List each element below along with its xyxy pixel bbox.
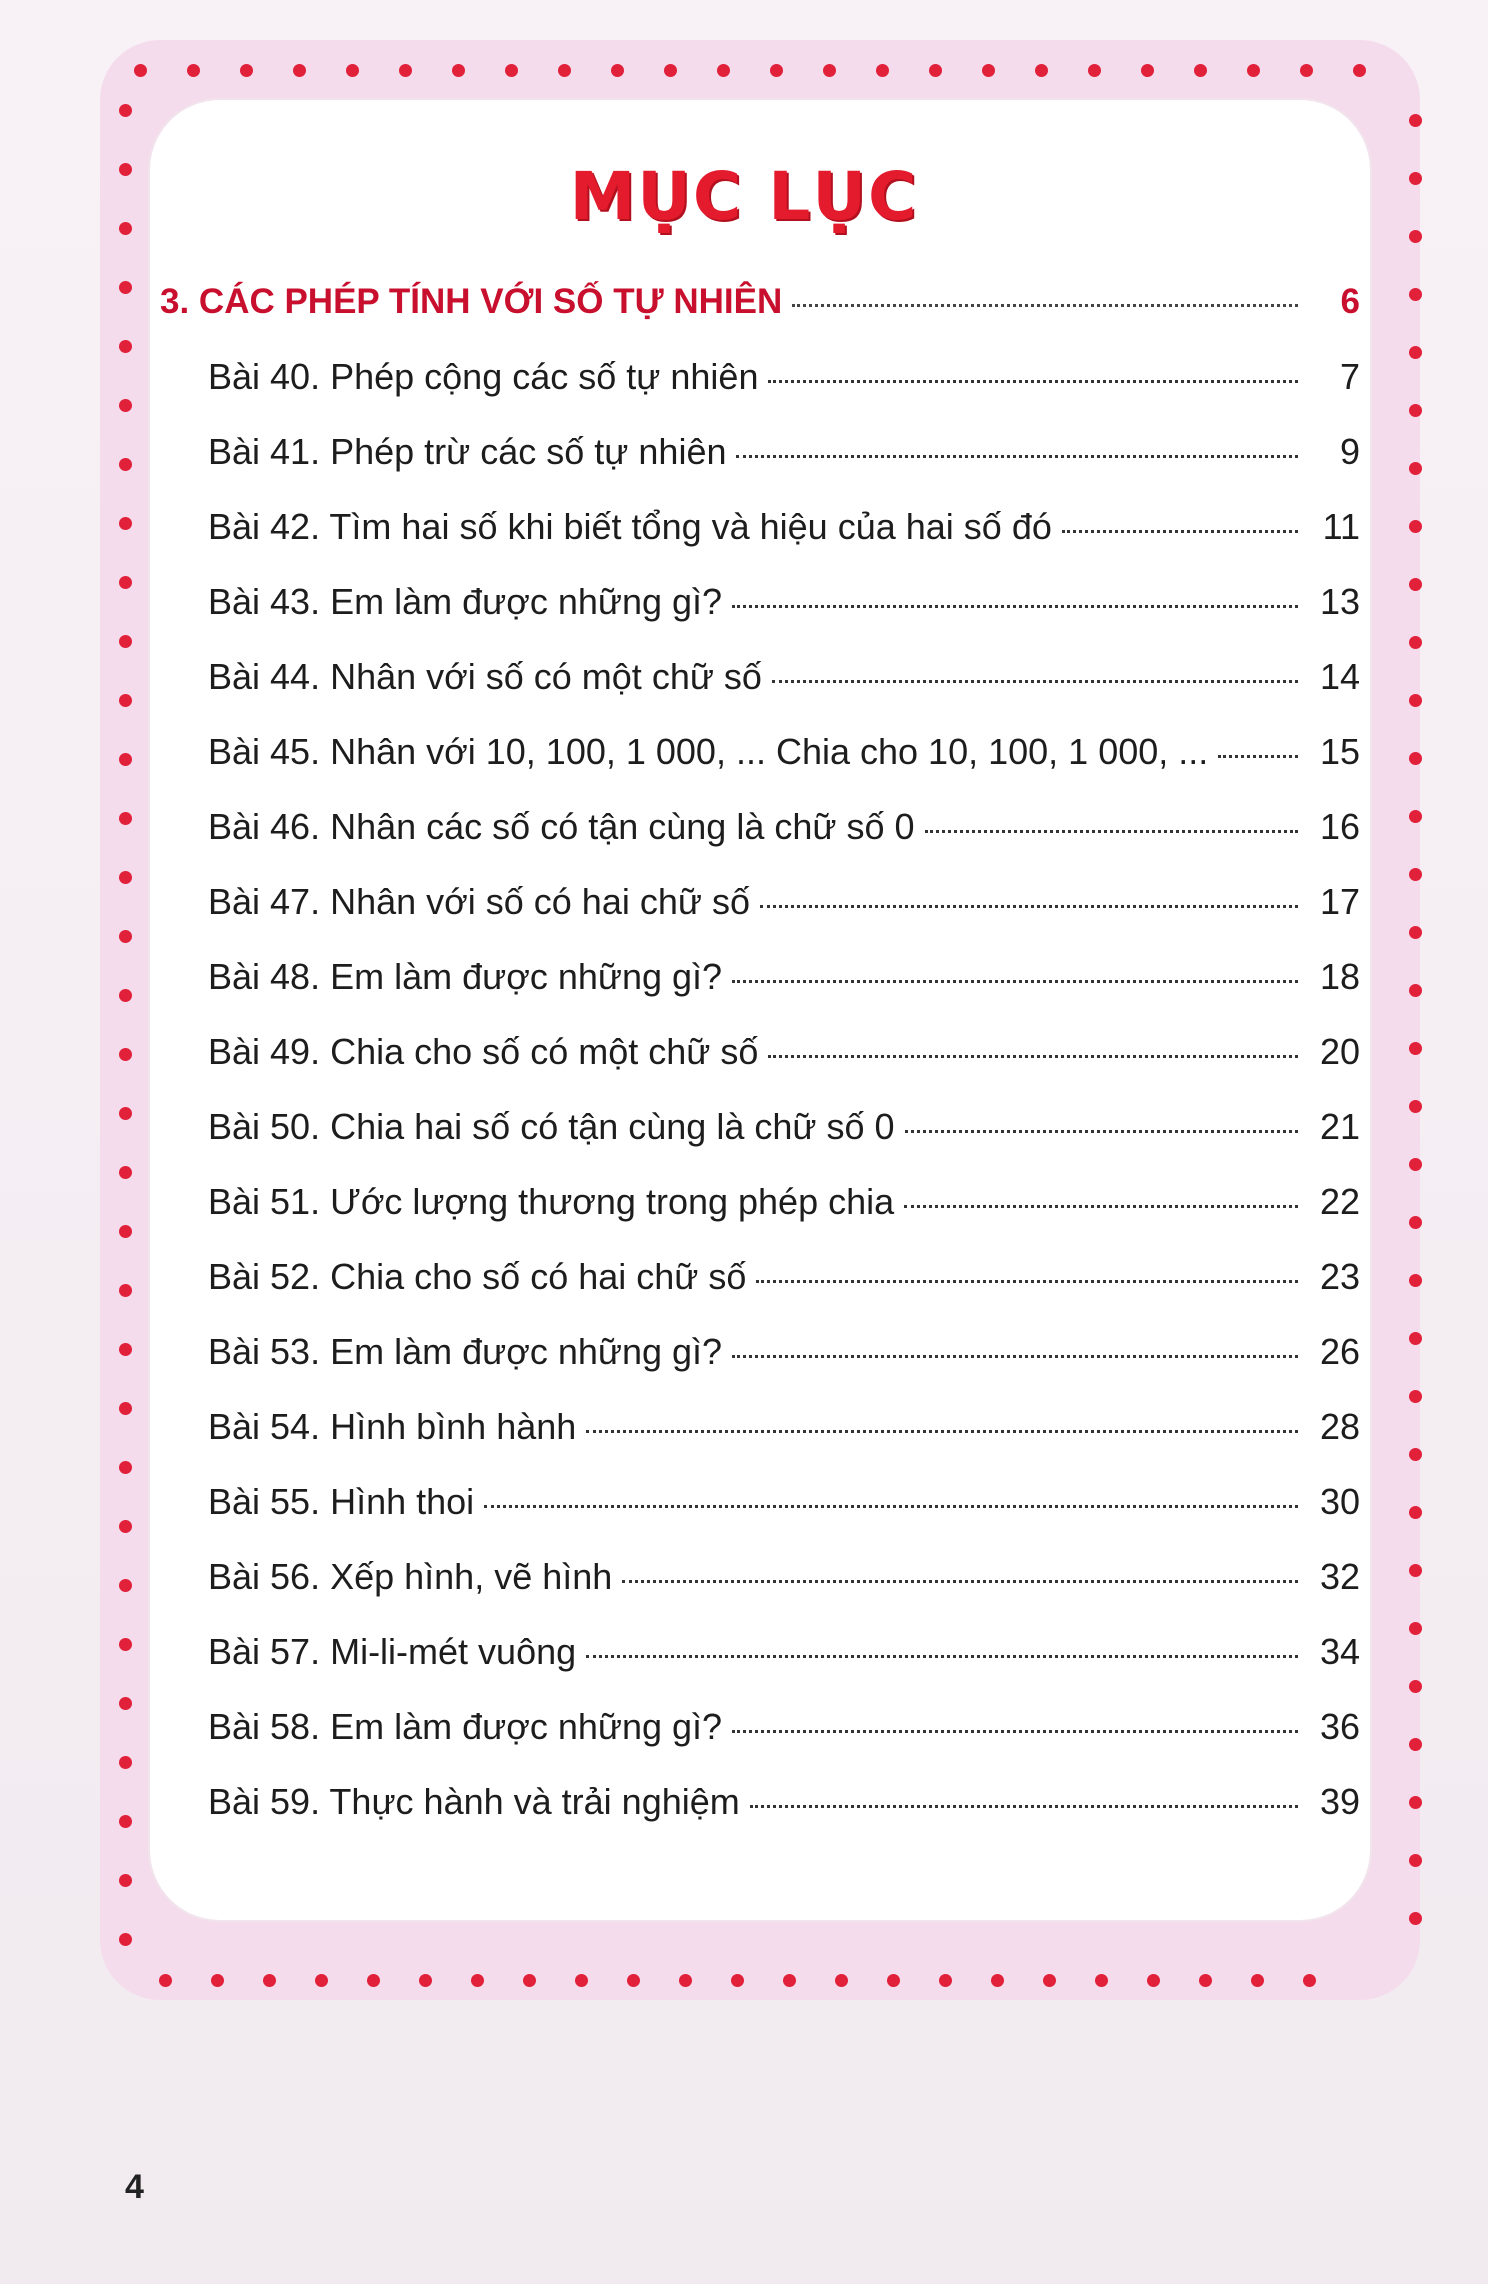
- border-dot: [119, 517, 132, 530]
- toc-row-label: Bài 46. Nhân các số có tận cùng là chữ số 0: [208, 806, 915, 847]
- dot-leader: [1062, 530, 1298, 533]
- toc-row-label: Bài 53. Em làm được những gì?: [208, 1331, 723, 1372]
- toc-row-label: Bài 54. Hình bình hành: [208, 1406, 577, 1447]
- border-dot: [119, 694, 132, 707]
- toc-section-label: 3. CÁC PHÉP TÍNH VỚI SỐ TỰ NHIÊN: [160, 282, 783, 321]
- border-dot: [452, 64, 465, 77]
- border-dot: [1409, 1216, 1422, 1229]
- border-dot: [1088, 64, 1101, 77]
- border-dot: [1409, 1680, 1422, 1693]
- toc-row-page: 7: [1339, 356, 1360, 397]
- border-dot: [119, 1402, 132, 1415]
- border-dot: [1409, 636, 1422, 649]
- border-dot: [1409, 1332, 1422, 1345]
- border-dot: [982, 64, 995, 77]
- toc-row-page: 15: [1319, 731, 1360, 772]
- toc-row-page: 18: [1319, 956, 1360, 997]
- border-dot: [119, 812, 132, 825]
- border-dot: [1251, 1974, 1264, 1987]
- toc-row: [160, 1555, 1360, 1599]
- border-dot: [315, 1974, 328, 1987]
- dot-leader: [732, 605, 1298, 608]
- dot-leader: [484, 1505, 1298, 1508]
- border-dot: [187, 64, 200, 77]
- dot-leader: [586, 1430, 1298, 1433]
- toc-row: [160, 355, 1360, 399]
- toc-row: [160, 505, 1360, 549]
- toc-row-label: Bài 48. Em làm được những gì?: [208, 956, 723, 997]
- border-dot: [1409, 1042, 1422, 1055]
- toc-row: [160, 1105, 1360, 1149]
- toc-row-page: 28: [1319, 1406, 1360, 1447]
- toc-row-page: 14: [1319, 656, 1360, 697]
- border-dot: [731, 1974, 744, 1987]
- border-dot: [1095, 1974, 1108, 1987]
- toc-row: [160, 1705, 1360, 1749]
- toc-row-label: Bài 40. Phép cộng các số tự nhiên: [208, 356, 759, 397]
- border-dot: [523, 1974, 536, 1987]
- border-dot: [119, 635, 132, 648]
- toc-row: [160, 1480, 1360, 1524]
- border-dot: [1409, 1506, 1422, 1519]
- border-dot: [119, 576, 132, 589]
- border-dot: [929, 64, 942, 77]
- toc-row: [160, 880, 1360, 924]
- border-dot: [1409, 752, 1422, 765]
- border-dot: [119, 104, 132, 117]
- border-dot: [1409, 868, 1422, 881]
- toc-row-label: Bài 52. Chia cho số có hai chữ số: [208, 1256, 747, 1297]
- dot-leader: [904, 1205, 1298, 1208]
- border-dot: [1035, 64, 1048, 77]
- border-dot: [119, 399, 132, 412]
- border-dot: [419, 1974, 432, 1987]
- toc-section-page: 6: [1340, 282, 1360, 321]
- border-dot: [119, 1697, 132, 1710]
- border-dot: [159, 1974, 172, 1987]
- toc-row-page: 13: [1319, 581, 1360, 622]
- dot-leader: [925, 830, 1298, 833]
- dot-leader: [792, 304, 1298, 307]
- toc-section: [160, 280, 1360, 324]
- border-dot: [119, 753, 132, 766]
- dot-leader: [1218, 755, 1298, 758]
- border-dot: [119, 1225, 132, 1238]
- border-dot: [119, 1048, 132, 1061]
- border-dot: [119, 1638, 132, 1651]
- border-dot: [1409, 288, 1422, 301]
- toc-row-label: Bài 57. Mi-li-mét vuông: [208, 1631, 577, 1672]
- border-dot: [119, 1284, 132, 1297]
- toc-row-label: Bài 47. Nhân với số có hai chữ số: [208, 881, 750, 922]
- border-dot: [887, 1974, 900, 1987]
- border-dot: [1409, 578, 1422, 591]
- border-dot: [119, 930, 132, 943]
- border-dot: [1409, 1564, 1422, 1577]
- toc-row-label: Bài 55. Hình thoi: [208, 1481, 475, 1522]
- toc-row-label: Bài 44. Nhân với số có một chữ số: [208, 656, 762, 697]
- border-dot: [119, 1166, 132, 1179]
- border-dot: [679, 1974, 692, 1987]
- border-dot: [119, 1756, 132, 1769]
- border-dot: [558, 64, 571, 77]
- border-dot: [119, 1107, 132, 1120]
- toc-row: [160, 730, 1360, 774]
- toc-row-page: 22: [1319, 1181, 1360, 1222]
- border-dot: [1409, 1738, 1422, 1751]
- toc-row: [160, 805, 1360, 849]
- border-dot: [346, 64, 359, 77]
- dot-leader: [736, 455, 1298, 458]
- toc-row-page: 9: [1339, 431, 1360, 472]
- border-dot: [876, 64, 889, 77]
- toc-row: [160, 1180, 1360, 1224]
- border-dot: [991, 1974, 1004, 1987]
- border-dot: [119, 1343, 132, 1356]
- border-dot: [1409, 694, 1422, 707]
- border-dot: [1409, 1158, 1422, 1171]
- border-dot: [1409, 926, 1422, 939]
- border-dot: [1409, 1796, 1422, 1809]
- border-dot: [119, 458, 132, 471]
- border-dot: [783, 1974, 796, 1987]
- toc-row-page: 32: [1319, 1556, 1360, 1597]
- border-dot: [119, 989, 132, 1002]
- border-dot: [627, 1974, 640, 1987]
- toc-row-label: Bài 51. Ước lượng thương trong phép chia: [208, 1181, 895, 1222]
- toc-row-page: 17: [1319, 881, 1360, 922]
- border-dot: [1141, 64, 1154, 77]
- border-dot: [939, 1974, 952, 1987]
- border-dot: [1043, 1974, 1056, 1987]
- border-dot: [1409, 1912, 1422, 1925]
- border-dot: [1194, 64, 1207, 77]
- border-dot: [1409, 1622, 1422, 1635]
- border-dot: [240, 64, 253, 77]
- page-title: MỤC LỤC: [569, 158, 919, 235]
- dot-leader: [768, 380, 1298, 383]
- border-dot: [1409, 404, 1422, 417]
- border-dot: [1247, 64, 1260, 77]
- border-dot: [664, 64, 677, 77]
- border-dot: [119, 1933, 132, 1946]
- toc-row-page: 21: [1319, 1106, 1360, 1147]
- toc-row: [160, 1255, 1360, 1299]
- dot-leader: [750, 1805, 1298, 1808]
- toc-row: [160, 955, 1360, 999]
- dot-leader: [768, 1055, 1298, 1058]
- border-dot: [119, 340, 132, 353]
- toc-row-label: Bài 43. Em làm được những gì?: [208, 581, 723, 622]
- toc-row: [160, 430, 1360, 474]
- toc-row: [160, 1405, 1360, 1449]
- border-dot: [823, 64, 836, 77]
- border-dot: [1409, 810, 1422, 823]
- border-dot: [1300, 64, 1313, 77]
- toc-row-label: Bài 56. Xếp hình, vẽ hình: [208, 1556, 613, 1597]
- border-dot: [119, 281, 132, 294]
- dot-leader: [905, 1130, 1298, 1133]
- toc-row-page: 26: [1319, 1331, 1360, 1372]
- dot-leader: [760, 905, 1298, 908]
- toc-row: [160, 655, 1360, 699]
- border-dot: [1409, 1274, 1422, 1287]
- border-dot: [399, 64, 412, 77]
- toc-row-page: 39: [1319, 1781, 1360, 1822]
- border-dot: [471, 1974, 484, 1987]
- border-dot: [119, 1815, 132, 1828]
- border-dot: [835, 1974, 848, 1987]
- border-dot: [770, 64, 783, 77]
- dot-leader: [732, 980, 1298, 983]
- dot-leader: [622, 1580, 1298, 1583]
- border-dot: [1409, 1390, 1422, 1403]
- border-dot: [1409, 984, 1422, 997]
- border-dot: [575, 1974, 588, 1987]
- toc-row-label: Bài 59. Thực hành và trải nghiệm: [208, 1781, 740, 1822]
- toc-row-label: Bài 50. Chia hai số có tận cùng là chữ số 0: [208, 1106, 895, 1147]
- border-dot: [119, 1874, 132, 1887]
- border-dot: [1409, 1448, 1422, 1461]
- toc-row: [160, 1330, 1360, 1374]
- toc-row-page: 30: [1319, 1481, 1360, 1522]
- dot-leader: [732, 1730, 1298, 1733]
- dot-leader: [772, 680, 1298, 683]
- toc-row: [160, 580, 1360, 624]
- dot-leader: [756, 1280, 1298, 1283]
- border-dot: [367, 1974, 380, 1987]
- border-dot: [119, 1461, 132, 1474]
- border-dot: [211, 1974, 224, 1987]
- toc-row-page: 16: [1319, 806, 1360, 847]
- border-dot: [263, 1974, 276, 1987]
- border-dot: [1199, 1974, 1212, 1987]
- border-dot: [1409, 1100, 1422, 1113]
- toc-row-label: Bài 42. Tìm hai số khi biết tổng và hiệu của hai số đó: [208, 506, 1052, 547]
- toc-row-label: Bài 45. Nhân với 10, 100, 1 000, ... Chia cho 10, 100, 1 000, ...: [208, 731, 1209, 772]
- dot-leader: [586, 1655, 1298, 1658]
- border-dot: [505, 64, 518, 77]
- toc-row-label: Bài 58. Em làm được những gì?: [208, 1706, 723, 1747]
- toc-row-label: Bài 49. Chia cho số có một chữ số: [208, 1031, 759, 1072]
- toc-row-page: 36: [1319, 1706, 1360, 1747]
- toc-row-page: 20: [1319, 1031, 1360, 1072]
- toc-row: [160, 1030, 1360, 1074]
- border-dot: [1409, 1854, 1422, 1867]
- dot-leader: [732, 1355, 1298, 1358]
- toc-row: [160, 1630, 1360, 1674]
- toc-row-page: 23: [1319, 1256, 1360, 1297]
- toc-row-page: 11: [1322, 506, 1360, 547]
- border-dot: [293, 64, 306, 77]
- border-dot: [1353, 64, 1366, 77]
- border-dot: [1303, 1974, 1316, 1987]
- border-dot: [1409, 346, 1422, 359]
- border-dot: [1409, 520, 1422, 533]
- border-dot: [119, 1520, 132, 1533]
- border-dot: [1147, 1974, 1160, 1987]
- border-dot: [717, 64, 730, 77]
- toc-row-label: Bài 41. Phép trừ các số tự nhiên: [208, 431, 727, 472]
- toc-row: [160, 1780, 1360, 1824]
- border-dot: [134, 64, 147, 77]
- border-dot: [1409, 114, 1422, 127]
- border-dot: [611, 64, 624, 77]
- border-dot: [119, 1579, 132, 1592]
- border-dot: [1409, 462, 1422, 475]
- page-number: 4: [125, 2168, 144, 2206]
- toc-row-page: 34: [1319, 1631, 1360, 1672]
- border-dot: [119, 871, 132, 884]
